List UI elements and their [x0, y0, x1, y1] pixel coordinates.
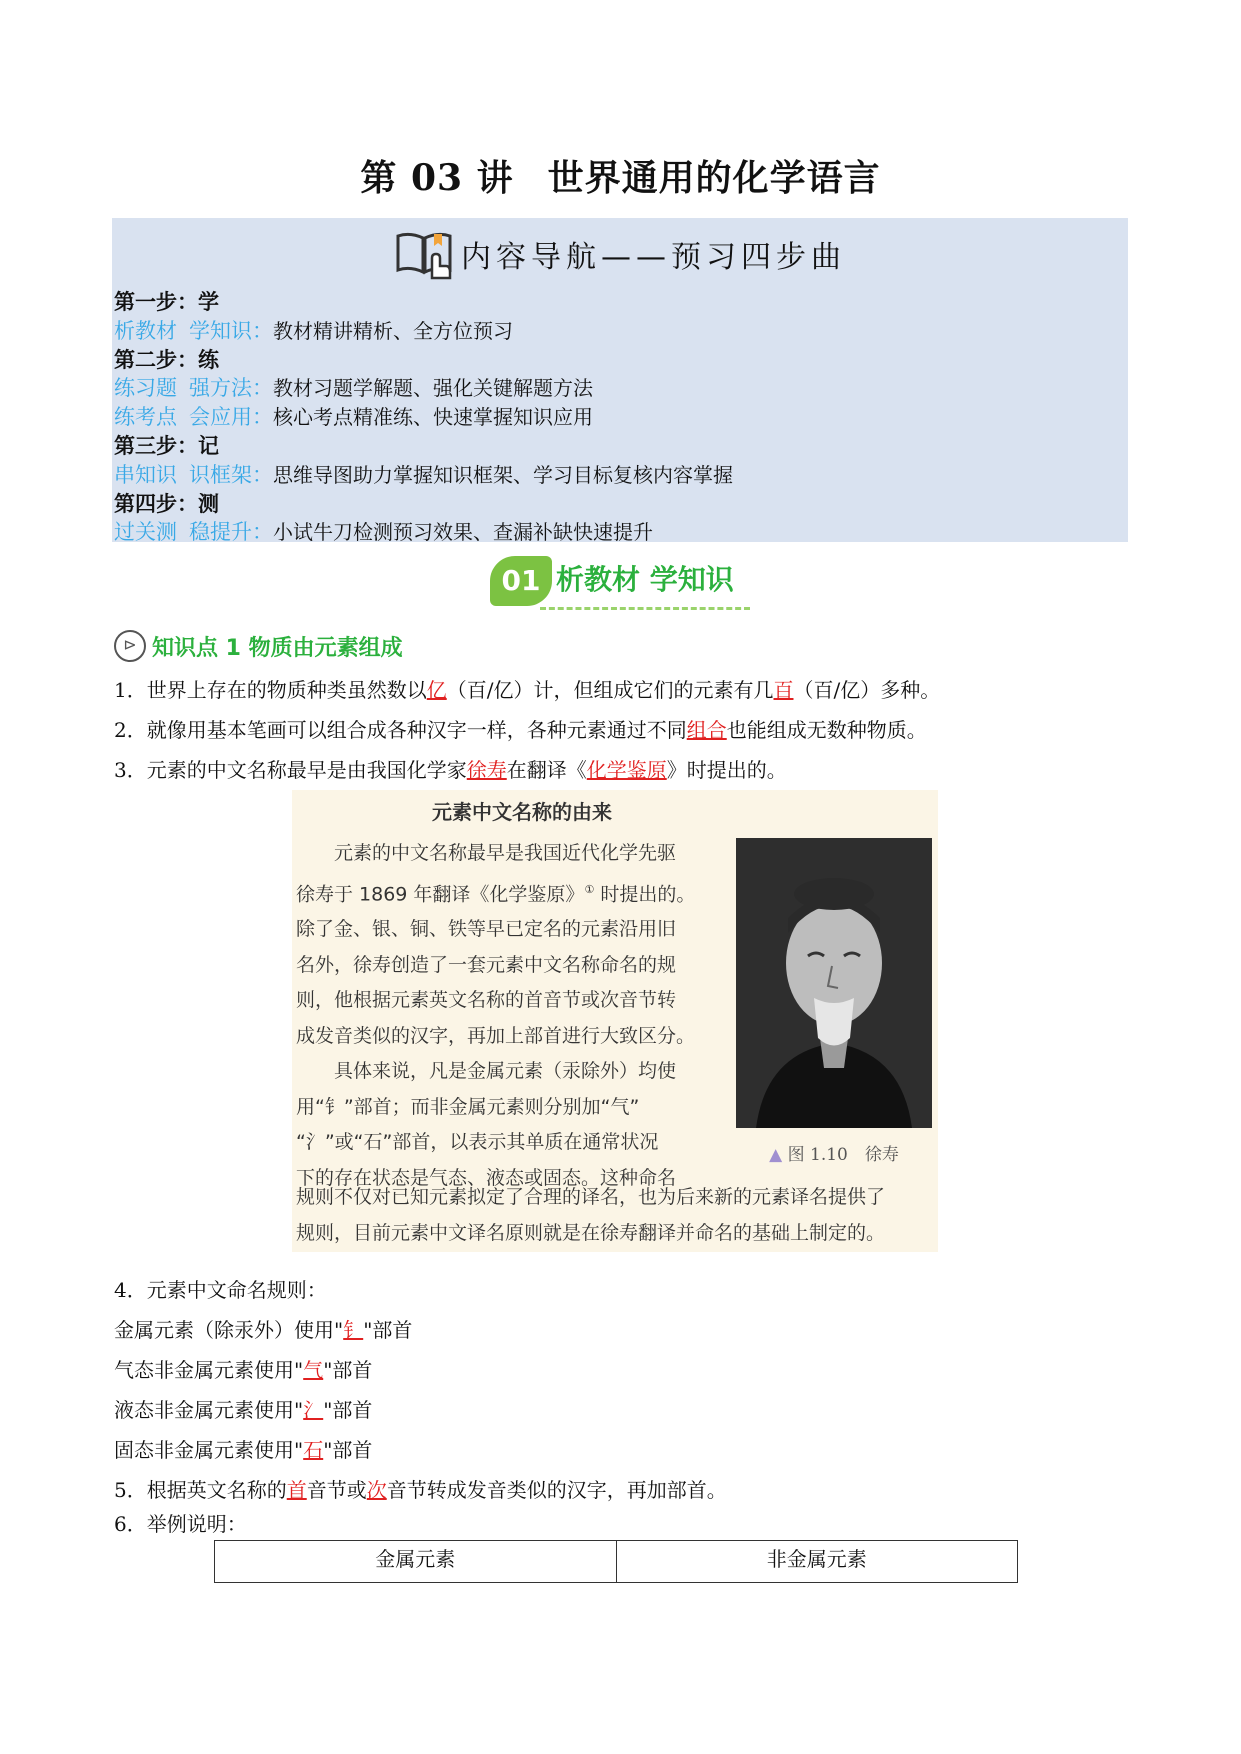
knowledge-point-title: 知识点 1 物质由元素组成	[152, 635, 403, 661]
figure-text: 元素的中文名称最早是我国近代化学先驱 徐寿于 1869 年翻译《化学鉴原》① 时提出的。 除了金、银、铜、铁等早已定名的元素沿用旧 名外，徐寿创造了一套元素中文名称命名的规 则，他根据元素英文名称的首音节或次音节转 成发音类似的汉字，再加上部首进行大致区分。 具体来说，凡是金属元素（汞除外）均使 用“钅”部首；而非金属元素则分别加“气” “氵”或“石”部首，以表示其单质在通常状况 下的存在状态是气态、液态或固态。这种命名	[296, 842, 696, 1189]
rule-metal: 金属元素（除汞外）使用"钅"部首	[114, 1318, 413, 1342]
figure-text-bottom: 规则不仅对已知元素拟定了合理的译名，也为后来新的元素译名提供了 规则，目前元素中文译名原则就是在徐寿翻译并命名的基础上制定的。	[296, 1186, 886, 1244]
book-hand-icon	[394, 228, 456, 280]
nav-header	[112, 228, 1128, 284]
step-3-heading: 第三步：记	[114, 433, 219, 458]
rule-liquid: 液态非金属元素使用"氵"部首	[114, 1398, 373, 1422]
paragraph-1: 1．世界上存在的物质种类虽然数以亿（百/亿）计，但组成它们的元素有几百（百/亿）多种。	[114, 678, 941, 702]
figure-caption: ▲ 图 1.10 徐寿	[769, 1145, 899, 1165]
lecture-topic: 世界通用的化学语言	[547, 157, 881, 199]
section-banner	[490, 552, 760, 614]
textbook-figure	[292, 790, 938, 1252]
paragraph-6: 6．举例说明：	[114, 1512, 247, 1536]
step-2-heading: 第二步：练	[114, 347, 219, 372]
table-header-nonmetal: 非金属元素	[616, 1541, 1018, 1583]
table-header-row	[215, 1541, 1018, 1583]
portrait-photo	[736, 838, 932, 1128]
paragraph-5: 5．根据英文名称的首音节或次音节转成发音类似的汉字，再加部首。	[114, 1478, 727, 1502]
table-header-metal: 金属元素	[215, 1541, 617, 1583]
nav-steps	[114, 288, 733, 547]
lecture-number: 第 03 讲	[360, 157, 514, 199]
figure-title: 元素中文名称的由来	[432, 800, 612, 824]
step-3-item: 串知识 识框架：思维导图助力掌握知识框架、学习目标复核内容掌握	[114, 462, 733, 487]
step-4-item: 过关测 稳提升：小试牛刀检测预习效果、查漏补缺快速提升	[114, 520, 653, 545]
page-title	[0, 150, 1241, 201]
step-1-heading: 第一步：学	[114, 290, 219, 314]
rule-solid: 固态非金属元素使用"石"部首	[114, 1438, 373, 1462]
play-circle-icon: ⊳	[114, 630, 146, 662]
step-2-item-a: 练习题 强方法：教材习题学解题、强化关键解题方法	[114, 376, 593, 401]
rule-gas: 气态非金属元素使用"气"部首	[114, 1358, 373, 1382]
step-1-item: 析教材 学知识：教材精讲精析、全方位预习	[114, 318, 513, 343]
example-table	[214, 1540, 1018, 1583]
section-title: 析教材 学知识	[556, 563, 734, 596]
paragraph-3: 3．元素的中文名称最早是由我国化学家徐寿在翻译《化学鉴原》时提出的。	[114, 758, 787, 782]
nav-title: 内容导航——预习四步曲	[461, 240, 847, 275]
content-navigation-box	[112, 218, 1128, 545]
step-2-item-b: 练考点 会应用：核心考点精准练、快速掌握知识应用	[114, 405, 593, 430]
paragraph-2: 2．就像用基本笔画可以组合成各种汉字一样，各种元素通过不同组合也能组成无数种物质。	[114, 718, 927, 742]
section-number: 01	[490, 556, 552, 606]
section-divider	[540, 607, 750, 610]
paragraph-4: 4．元素中文命名规则：	[114, 1278, 327, 1302]
step-4-heading: 第四步：测	[114, 491, 219, 516]
knowledge-point-heading	[114, 630, 403, 666]
